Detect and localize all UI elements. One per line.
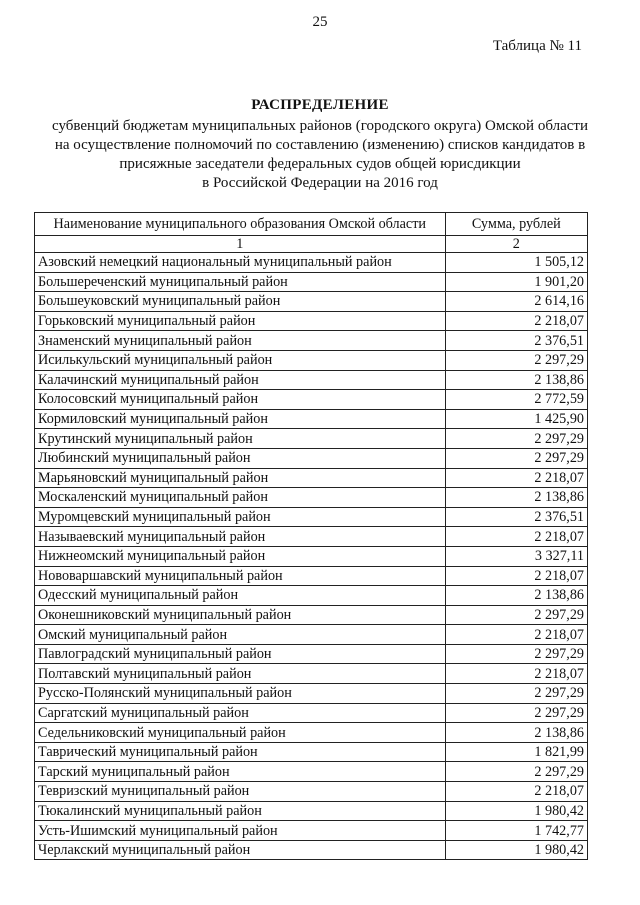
municipality-name: Крутинский муниципальный район [35, 429, 446, 449]
table-row [35, 703, 588, 723]
header-row [35, 213, 588, 236]
municipality-name: Нововаршавский муниципальный район [35, 566, 446, 586]
table-label: Таблица № 11 [492, 38, 582, 54]
table-row [35, 742, 588, 762]
municipality-name: Омский муниципальный район [35, 625, 446, 645]
table-row [35, 448, 588, 468]
municipality-name: Азовский немецкий национальный муниципальный район [35, 253, 446, 273]
subsidy-amount: 2 376,51 [445, 331, 587, 351]
column-number-1: 1 [35, 236, 446, 253]
column-number-2: 2 [445, 236, 587, 253]
subsidy-amount: 2 218,07 [445, 527, 587, 547]
subsidy-amount: 1 980,42 [445, 840, 587, 860]
subsidy-amount: 2 297,29 [445, 605, 587, 625]
table-row [35, 488, 588, 508]
municipality-name: Полтавский муниципальный район [35, 664, 446, 684]
table-row [35, 468, 588, 488]
municipality-name: Черлакский муниципальный район [35, 840, 446, 860]
heading-line: субвенций бюджетам муниципальных районов (городского округа) Омской области [52, 118, 588, 134]
municipality-name: Исилькульский муниципальный район [35, 350, 446, 370]
subsidy-amount: 3 327,11 [445, 546, 587, 566]
municipality-name: Саргатский муниципальный район [35, 703, 446, 723]
subsidy-amount: 1 505,12 [445, 253, 587, 273]
table-row [35, 527, 588, 547]
subsidy-amount: 2 772,59 [445, 390, 587, 410]
municipality-name: Называевский муниципальный район [35, 527, 446, 547]
subsidy-amount: 2 218,07 [445, 664, 587, 684]
subsidy-amount: 2 376,51 [445, 507, 587, 527]
municipality-name: Русско-Полянский муниципальный район [35, 684, 446, 704]
municipality-name: Тарский муниципальный район [35, 762, 446, 782]
document-title: РАСПРЕДЕЛЕНИЕ [251, 97, 389, 113]
subsidy-amount: 2 218,07 [445, 468, 587, 488]
subsidy-amount: 2 138,86 [445, 370, 587, 390]
municipality-name: Усть-Ишимский муниципальный район [35, 821, 446, 841]
subsidy-amount: 2 297,29 [445, 762, 587, 782]
table-row [35, 253, 588, 273]
table-row [35, 429, 588, 449]
table-row [35, 546, 588, 566]
municipality-name: Седельниковский муниципальный район [35, 723, 446, 743]
table-row [35, 821, 588, 841]
heading-line: на осуществление полномочий по составлению (изменению) списков кандидатов в [54, 137, 586, 153]
heading-line: в Российской Федерации на 2016 год [202, 175, 438, 191]
subsidy-amount: 2 218,07 [445, 566, 587, 586]
table-row [35, 409, 588, 429]
municipality-name: Таврический муниципальный район [35, 742, 446, 762]
subsidy-amount: 2 297,29 [445, 684, 587, 704]
table-row [35, 370, 588, 390]
table-row [35, 272, 588, 292]
subsidy-amount: 2 218,07 [445, 782, 587, 802]
municipality-name: Калачинский муниципальный район [35, 370, 446, 390]
table-row [35, 605, 588, 625]
table-row [35, 350, 588, 370]
municipality-name: Колосовский муниципальный район [35, 390, 446, 410]
municipality-name: Тевризский муниципальный район [35, 782, 446, 802]
municipality-name: Одесский муниципальный район [35, 586, 446, 606]
subsidy-amount: 2 297,29 [445, 350, 587, 370]
page-number: 25 [312, 14, 328, 30]
subsidy-amount: 2 138,86 [445, 586, 587, 606]
municipality-name: Муромцевский муниципальный район [35, 507, 446, 527]
municipality-name: Большереченский муниципальный район [35, 272, 446, 292]
table-header [35, 213, 588, 253]
document-heading [0, 96, 640, 193]
subsidy-amount: 2 297,29 [445, 644, 587, 664]
table-row [35, 762, 588, 782]
municipality-name: Горьковский муниципальный район [35, 311, 446, 331]
municipality-name: Кормиловский муниципальный район [35, 409, 446, 429]
header-municipality: Наименование муниципального образования Омской области [35, 213, 446, 236]
table-row [35, 840, 588, 860]
table-row [35, 684, 588, 704]
table-row [35, 507, 588, 527]
municipality-name: Москаленский муниципальный район [35, 488, 446, 508]
municipality-name: Павлоградский муниципальный район [35, 644, 446, 664]
municipality-name: Знаменский муниципальный район [35, 331, 446, 351]
subsidy-amount: 1 742,77 [445, 821, 587, 841]
table-row [35, 664, 588, 684]
distribution-table [34, 212, 588, 860]
municipality-name: Нижнеомский муниципальный район [35, 546, 446, 566]
subsidy-amount: 2 218,07 [445, 625, 587, 645]
subsidy-amount: 2 138,86 [445, 723, 587, 743]
header-amount: Сумма, рублей [445, 213, 587, 236]
table-row [35, 782, 588, 802]
municipality-name: Любинский муниципальный район [35, 448, 446, 468]
table-row [35, 723, 588, 743]
table-row [35, 292, 588, 312]
heading-line: присяжные заседатели федеральных судов общей юрисдикции [119, 156, 521, 172]
subsidy-amount: 2 297,29 [445, 448, 587, 468]
table-row [35, 801, 588, 821]
municipality-name: Марьяновский муниципальный район [35, 468, 446, 488]
column-number-row [35, 236, 588, 253]
table-body [35, 253, 588, 860]
subsidy-amount: 2 297,29 [445, 703, 587, 723]
municipality-name: Большеуковский муниципальный район [35, 292, 446, 312]
municipality-name: Оконешниковский муниципальный район [35, 605, 446, 625]
subsidy-amount: 2 138,86 [445, 488, 587, 508]
table-row [35, 625, 588, 645]
subsidy-amount: 2 218,07 [445, 311, 587, 331]
table-row [35, 644, 588, 664]
table-row [35, 566, 588, 586]
subsidy-amount: 1 821,99 [445, 742, 587, 762]
subsidy-amount: 1 901,20 [445, 272, 587, 292]
table-row [35, 331, 588, 351]
table-row [35, 311, 588, 331]
subsidy-amount: 2 614,16 [445, 292, 587, 312]
municipality-name: Тюкалинский муниципальный район [35, 801, 446, 821]
subsidy-amount: 1 980,42 [445, 801, 587, 821]
table-row [35, 586, 588, 606]
table-row [35, 390, 588, 410]
subsidy-amount: 1 425,90 [445, 409, 587, 429]
subsidy-amount: 2 297,29 [445, 429, 587, 449]
